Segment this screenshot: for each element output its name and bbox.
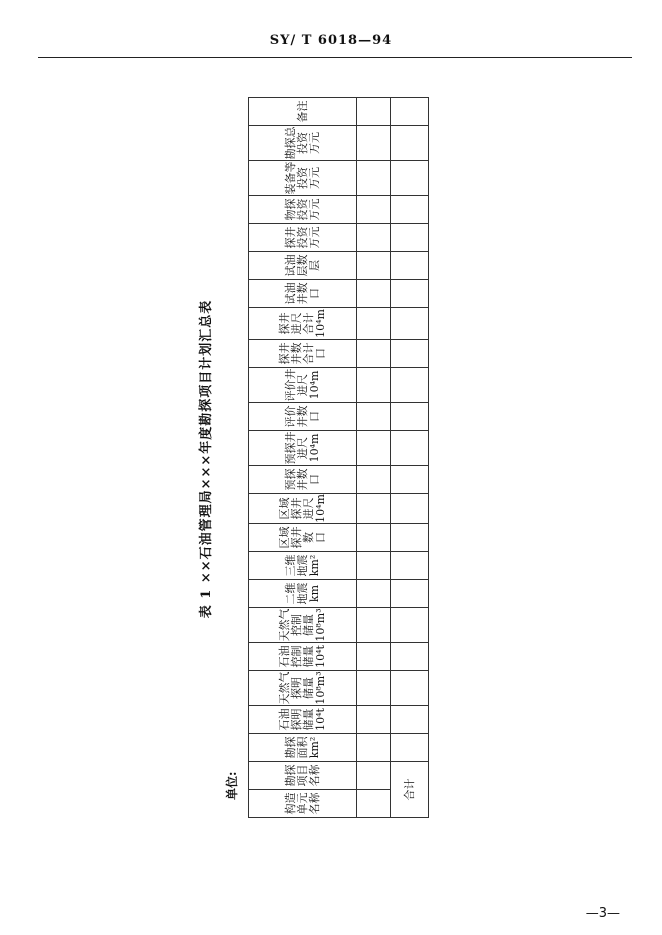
table-cell bbox=[391, 580, 429, 608]
table-cell bbox=[391, 734, 429, 762]
table-cell bbox=[391, 224, 429, 252]
table-cell bbox=[391, 466, 429, 494]
column-header-label: 探井 进尺 合计 10⁴m bbox=[277, 309, 327, 338]
column-header bbox=[249, 643, 357, 671]
column-header bbox=[249, 552, 357, 580]
column-header bbox=[249, 466, 357, 494]
table-title: 表 1 ××石油管理局×××年度勘探项目计划汇总表 bbox=[199, 299, 214, 619]
table-cell bbox=[357, 308, 391, 340]
table-cell bbox=[391, 340, 429, 368]
column-header-label: 勘探 面积 km² bbox=[283, 736, 321, 759]
table-cell bbox=[391, 671, 429, 706]
table-cell bbox=[357, 252, 391, 280]
column-header bbox=[249, 706, 357, 734]
column-header bbox=[249, 224, 357, 252]
summary-table bbox=[248, 100, 428, 818]
column-header bbox=[249, 403, 357, 431]
total-row bbox=[391, 98, 429, 818]
table-cell bbox=[391, 308, 429, 340]
table-cell bbox=[357, 524, 391, 552]
column-header-label: 天然气 控制 储量 10⁸m³ bbox=[277, 608, 327, 642]
table-cell bbox=[357, 98, 391, 126]
column-header bbox=[249, 340, 357, 368]
header-rule bbox=[38, 57, 632, 58]
table-cell bbox=[391, 706, 429, 734]
page-number: —3— bbox=[585, 906, 620, 921]
document-code: SY/ T 6018—94 bbox=[269, 33, 393, 48]
table-cell bbox=[357, 280, 391, 308]
table-cell bbox=[391, 494, 429, 524]
table-cell bbox=[357, 580, 391, 608]
table-cell bbox=[357, 431, 391, 466]
table-cell bbox=[357, 126, 391, 161]
table-cell bbox=[357, 671, 391, 706]
column-header bbox=[249, 790, 357, 818]
table-cell bbox=[391, 196, 429, 224]
table-cell bbox=[357, 403, 391, 431]
column-header bbox=[249, 608, 357, 643]
column-header bbox=[249, 98, 357, 126]
column-header-label: 物探 投资 万元 bbox=[283, 198, 321, 221]
table-cell bbox=[391, 368, 429, 403]
column-header-label: 备注 bbox=[295, 100, 309, 123]
column-header-label: 勘探 项目 名称 bbox=[283, 764, 321, 787]
table-cell bbox=[357, 734, 391, 762]
table-cell bbox=[357, 368, 391, 403]
total-label-cell bbox=[391, 762, 429, 818]
column-header bbox=[249, 734, 357, 762]
table-cell bbox=[357, 608, 391, 643]
column-header-label: 构造 单元 名称 bbox=[283, 792, 321, 815]
column-header-label: 评价 井数 口 bbox=[283, 405, 321, 428]
column-header-label: 探井 井数 合计 口 bbox=[277, 342, 327, 365]
table-cell bbox=[391, 126, 429, 161]
column-header-label: 勘探总 投资 万元 bbox=[283, 126, 321, 160]
column-header bbox=[249, 368, 357, 403]
column-header bbox=[249, 580, 357, 608]
table-cell bbox=[357, 494, 391, 524]
table-cell bbox=[357, 196, 391, 224]
column-header-label: 区域 探井 进尺 10⁴m bbox=[277, 494, 327, 523]
column-header bbox=[249, 762, 357, 790]
column-header-label: 试油 层数 层 bbox=[283, 254, 321, 277]
column-header bbox=[249, 280, 357, 308]
table-cell bbox=[391, 524, 429, 552]
column-header bbox=[249, 161, 357, 196]
column-header bbox=[249, 524, 357, 552]
table-cell bbox=[357, 340, 391, 368]
column-header bbox=[249, 494, 357, 524]
table-cell bbox=[357, 643, 391, 671]
table-cell bbox=[357, 224, 391, 252]
column-header-label: 石油 控制 储量 10⁴t bbox=[277, 645, 327, 668]
total-label: 合计 bbox=[402, 778, 416, 801]
table-cell bbox=[357, 161, 391, 196]
table-cell bbox=[391, 280, 429, 308]
table-cell bbox=[391, 403, 429, 431]
table-cell bbox=[357, 552, 391, 580]
table-cell bbox=[391, 431, 429, 466]
table-cell bbox=[391, 98, 429, 126]
table-cell bbox=[391, 608, 429, 643]
column-header-label: 评价井 进尺 10⁴m bbox=[283, 368, 321, 402]
column-header-label: 三维 地震 km² bbox=[283, 554, 321, 577]
column-header-label: 石油 探明 储量 10⁴t bbox=[277, 708, 327, 731]
table-cell bbox=[391, 552, 429, 580]
table-cell bbox=[391, 643, 429, 671]
column-header bbox=[249, 196, 357, 224]
column-header-label: 天然气 探明 储量 10⁸m³ bbox=[277, 671, 327, 705]
table-cell bbox=[357, 466, 391, 494]
column-header bbox=[249, 431, 357, 466]
column-header bbox=[249, 671, 357, 706]
page-header bbox=[0, 0, 662, 60]
table-cell bbox=[357, 706, 391, 734]
unit-label: 单位: bbox=[225, 771, 239, 800]
table-cell bbox=[391, 161, 429, 196]
column-header-label: 预探井 进尺 10⁴m bbox=[283, 431, 321, 465]
column-header-label: 预探 井数 口 bbox=[283, 468, 321, 491]
column-header-label: 试油 井数 口 bbox=[283, 282, 321, 305]
column-header-label: 区域 探井 数 口 bbox=[277, 526, 327, 549]
column-header-label: 二维 地震 km bbox=[283, 582, 321, 605]
table-cell bbox=[357, 762, 391, 790]
column-header-label: 装备等 投资 万元 bbox=[283, 161, 321, 195]
table-cell bbox=[391, 252, 429, 280]
column-header-label: 探井 投资 万元 bbox=[283, 226, 321, 249]
column-header bbox=[249, 126, 357, 161]
blank-row bbox=[357, 98, 391, 818]
column-header bbox=[249, 252, 357, 280]
header-row bbox=[249, 98, 357, 818]
table-cell bbox=[357, 790, 391, 818]
rotated-table-block bbox=[195, 100, 431, 818]
column-header bbox=[249, 308, 357, 340]
